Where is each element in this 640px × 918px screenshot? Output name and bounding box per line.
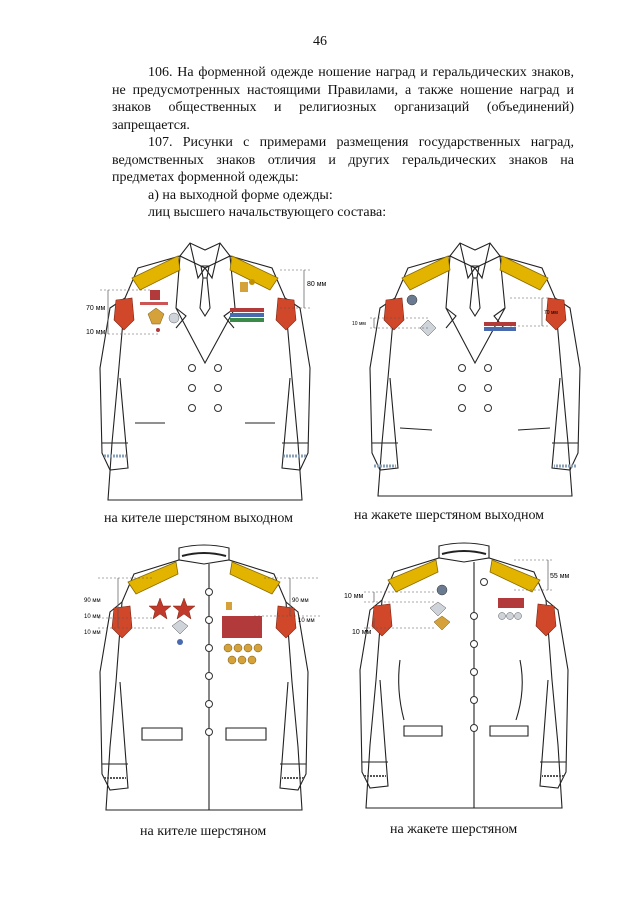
dim-70mm: 70 мм [544,310,558,316]
caption-jacket-wool: на жакете шерстяном [390,822,518,837]
dim-10mm: 10 мм [352,321,366,327]
dim-10mm: 10 мм [84,614,101,620]
dim-90mm-right: 90 мм [292,598,309,604]
text-block [112,64,574,222]
dim-10mm: 10 мм [344,593,364,600]
figure-jacket-wool [344,540,584,820]
caption-tunic-wool: на кителе шерстяном [140,824,267,839]
dim-90mm: 90 мм [84,598,101,604]
paragraph-a: а) на выходной форме одежды: [148,187,333,203]
dim-55mm: 55 мм [550,573,570,580]
paragraph-senior-staff: лиц высшего начальствующего состава: [148,205,387,220]
dim-10mm-2: 10 мм [84,630,101,636]
dim-80mm: 80 мм [307,281,327,288]
paragraph-106: 106. На форменной одежде ношение наград и геральдических знаков, не предусмотренных настоящими Правилами, а также ношение наград и знаков общественных и религиозных организаций (объединений) запрещается. [112,65,574,133]
paragraph-107: 107. Рисунки с примерами размещения государственных наград, ведомственных знаков отличия и других геральдических знаков на предметах форменной одежды: [112,135,574,185]
caption-jacket-dress: на жакете шерстяном выходном [354,508,545,523]
figure-tunic-wool [84,542,324,822]
figure-tunic-dress [80,238,330,513]
dim-10mm-2: 10 мм [352,629,372,636]
figure-jacket-dress [350,238,600,513]
caption-tunic-dress: на кителе шерстяном выходном [104,511,293,526]
dim-10mm: 10 мм [86,329,106,336]
page-number: 46 [313,34,327,49]
dim-70mm: 70 мм [86,305,106,312]
dim-10mm-right: 10 мм [298,618,315,624]
